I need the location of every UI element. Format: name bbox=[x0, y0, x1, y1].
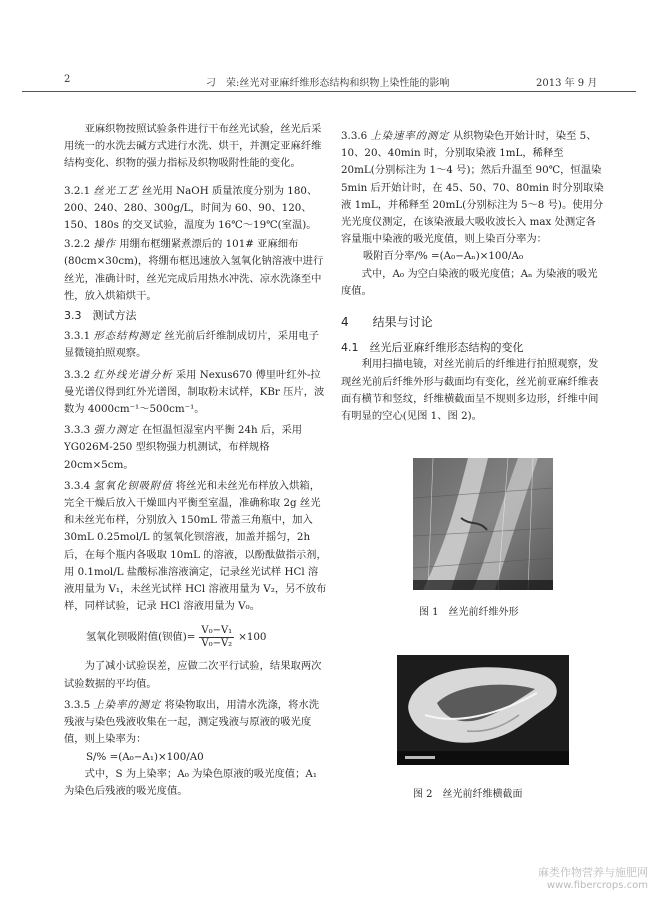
section-3-3-2 bbox=[64, 367, 327, 419]
section-number: 3.3.5 bbox=[64, 698, 91, 711]
section-number: 3.2.2 bbox=[64, 238, 91, 251]
section-heading: 氢氧化钡吸附值 bbox=[93, 479, 173, 492]
section-3-3-3 bbox=[64, 422, 327, 474]
section-number: 3.3.6 bbox=[341, 130, 368, 142]
section-text: 丝光用 NaOH 质量浓度分别为 180、200、240、280、300g/L，时间为 60、90、120、150、180s 的交叉试验，温度为 16℃～19℃(室温)。 bbox=[64, 184, 318, 232]
section-number: 3.3.3 bbox=[64, 424, 91, 437]
section-3-3-6 bbox=[341, 128, 606, 248]
fiber-cross-section-micrograph bbox=[397, 655, 569, 765]
equation-lhs: 氢氧化钡吸附值(钡值)= bbox=[86, 631, 196, 644]
left-column bbox=[64, 121, 327, 800]
section-text: 用绷布框绷紧煮漂后的 101# 亚麻细布(80cm×30cm)，将绷布框迅速放入氢氧化钠溶液中进行丝光，准确计时，丝光完成后用热水冲洗、凉水洗涤至中性，放入烘箱烘干。 bbox=[64, 238, 324, 302]
section-3-2-2 bbox=[64, 236, 327, 305]
intro-paragraph: 亚麻织物按照试验条件进行干布丝光试验，丝光后采用统一的水洗去碱方式进行水洗、烘干，并测定亚麻纤维结构变化、织物的强力指标及织物吸附性能的变化。 bbox=[64, 123, 322, 170]
section-4-1-heading: 4.1 丝光后亚麻纤维形态结构的变化 bbox=[341, 341, 524, 355]
equation-rhs: ×100 bbox=[238, 631, 267, 644]
header-rule bbox=[22, 91, 636, 92]
dye-uptake-equation: S/% =(A₀−A₁)×100/A0 bbox=[86, 750, 204, 763]
running-title: 刁 荣:丝光对亚麻纤维形态结构和织物上染性能的影响 bbox=[206, 78, 450, 89]
section-text: 将丝光和未丝光布样放入烘箱，完全干燥后放入干燥皿内平衡至室温，准确称取 2g 丝光和未丝光布样，分别放入 150mL 带盖三角瓶中，加入 30mL 0.25mol/L 的氢氧化钡溶液，加盖并摇匀，2h 后，在每个瓶内各吸取 10mL 的溶液，以酚酞做指示剂，用 0.1mol/L 盐酸标准溶液滴定，记录丝光试样 HCl 溶液用量为 V₁，未丝光试样 HCl 溶液用量为 V₂，另不放布样，同样试验，记录 HCl 溶液用量为 V₀。 bbox=[64, 479, 327, 613]
watermark-url: www.fibercrops.com bbox=[546, 880, 648, 891]
issue-date: 2013 年 9 月 bbox=[536, 78, 598, 89]
section-heading: 操作 bbox=[93, 238, 117, 251]
section-4-1-text: 利用扫描电镜，对丝光前后的纤维进行拍照观察，发现丝光前后纤维外形与截面均有变化，丝光前亚麻纤维表面有横节和竖纹，纤维横截面呈不规则多边形，纤维中间有明显的空心(见图 1、图 2)。 bbox=[341, 358, 599, 423]
section-4-heading: 4 结果与讨论 bbox=[341, 315, 433, 330]
section-text: 在恒温恒湿室内平衡 24h 后，采用 YG026M-250 型织物强力机测试，布样规格 20cm×5cm。 bbox=[64, 424, 303, 471]
figure-2-caption: 图 2 丝光前纤维横截面 bbox=[413, 789, 523, 800]
section-heading: 红外线光谱分析 bbox=[93, 368, 173, 381]
section-3-2-1 bbox=[64, 183, 327, 235]
section-heading: 强力测定 bbox=[93, 424, 139, 437]
section-heading: 形态结构测定 bbox=[93, 330, 162, 343]
section-number: 3.3.2 bbox=[64, 368, 91, 381]
figure-1-caption: 图 1 丝光前纤维外形 bbox=[419, 607, 519, 618]
section-3-3-4 bbox=[64, 478, 327, 616]
section-heading: 丝光工艺 bbox=[93, 184, 139, 197]
page-number: 2 bbox=[64, 74, 71, 85]
parallel-test-note: 为了减小试验误差，应做二次平行试验，结果取两次试验数据的平均值。 bbox=[64, 660, 322, 690]
section-heading: 上染速率的测定 bbox=[370, 130, 450, 142]
section-text: 采用 Nexus670 傅里叶红外-拉曼光谱仪得到红外光谱图，制取粉末试样，KBr 压片，波数为 4000cm⁻¹～500cm⁻¹。 bbox=[64, 368, 325, 416]
equation-numerator: V₀−V₁ bbox=[201, 625, 233, 637]
fiber-surface-micrograph bbox=[413, 458, 553, 590]
equation-fraction bbox=[199, 625, 234, 650]
watermark-site-name: 麻类作物营养与施肥网 bbox=[538, 866, 648, 879]
adsorption-equation-note: 式中，A₀ 为空白染液的吸光度值；Aₙ 为染液的吸光度值。 bbox=[341, 267, 598, 297]
section-number: 3.2.1 bbox=[64, 184, 91, 197]
dye-uptake-equation-note: 式中，S 为上染率；A₀ 为染色原液的吸光度值；A₁ 为染色后残液的吸光度值。 bbox=[64, 767, 317, 797]
section-text: 丝光前后纤维制成切片，采用电子显微镜拍照观察。 bbox=[64, 330, 319, 360]
adsorption-equation: 吸附百分率/% =(A₀−Aₙ)×100/A₀ bbox=[363, 250, 524, 263]
barium-value-equation bbox=[86, 625, 327, 650]
section-number: 3.3.1 bbox=[64, 330, 91, 343]
section-3-3-5 bbox=[64, 697, 327, 749]
section-text: 从织物染色开始计时，染至 5、10、20、40min 时，分别取染液 1mL，稀释至 20mL(分别标注为 1～4 号)；然后升温至 90℃，恒温染 5min 后开始计时，在 45、50、70、80min 时分别取染液 1mL，并稀释至 20mL(分别标注为 5～8 号)。使用分光光度仪测定，在该染液最大吸收波长入 max 处测定各容量瓶中染液的吸光度值，则上染百分率为： bbox=[341, 130, 604, 246]
equation-denominator: V₀−V₂ bbox=[201, 638, 233, 650]
section-heading: 上染率的测定 bbox=[93, 698, 162, 711]
section-text: 将染物取出，用清水洗涤，将水洗残液与染色残液收集在一起，测定残液与原液的吸光度值，则上染率为： bbox=[64, 698, 319, 746]
right-column bbox=[341, 128, 606, 425]
section-3-3-1 bbox=[64, 328, 327, 362]
section-3-3-heading: 3.3 测试方法 bbox=[64, 309, 137, 323]
section-number: 3.3.4 bbox=[64, 479, 91, 492]
